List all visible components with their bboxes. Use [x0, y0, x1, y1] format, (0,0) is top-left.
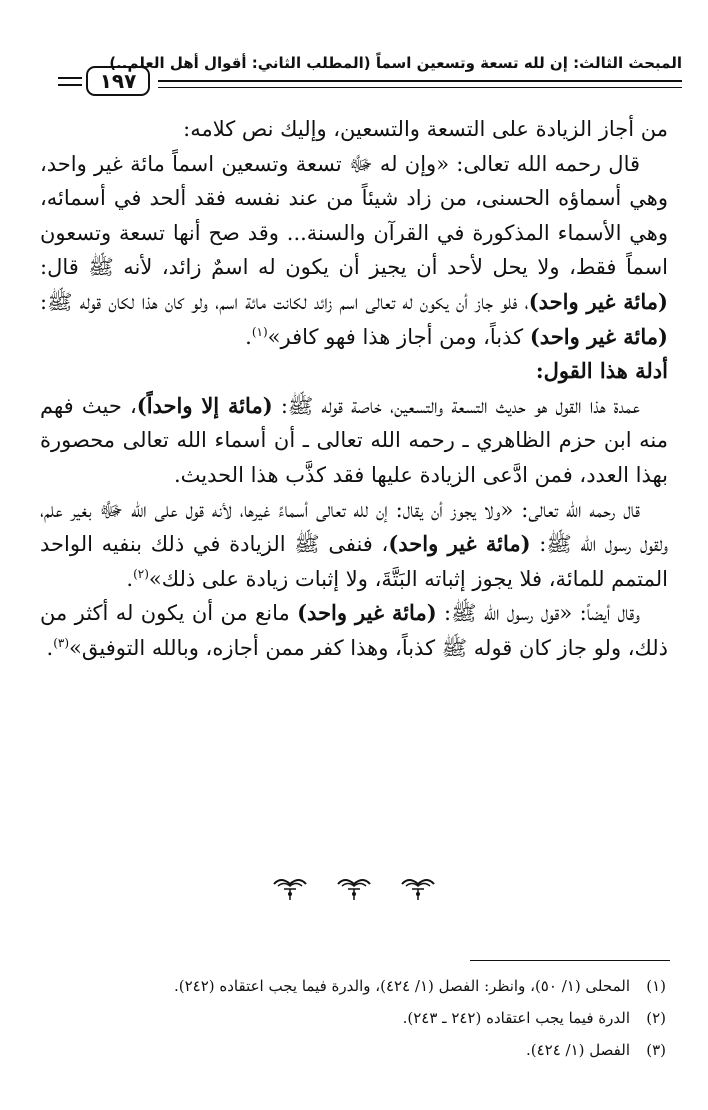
page-number: ١٩٧: [86, 66, 150, 96]
footnote-text: الدرة فيما يجب اعتقاده (٢٤٢ ـ ٢٤٣).: [402, 1009, 630, 1027]
header-rule-bottom: [158, 87, 682, 88]
footnote-text: الفصل (١/ ٤٢٤).: [525, 1041, 630, 1059]
hadith-phrase: (مائة غير واحد): [529, 323, 668, 349]
ornament-icon: [272, 874, 308, 902]
header-dash-bottom: [58, 84, 82, 86]
footnote-ref: (١): [251, 324, 268, 339]
main-text: [40, 112, 668, 666]
text-run: وقال أيضاً: «قول رسول الله ﷺ:: [436, 601, 641, 626]
footnote-item: [40, 1034, 666, 1066]
running-head: المبحث الثالث: إن لله تسعة وتسعين اسماً (المطلب الثاني: أقوال أهل العلم..): [109, 54, 682, 72]
hadith-phrase: (مائة غير واحد): [388, 531, 531, 557]
footnote-ref: (٢): [133, 566, 149, 581]
text-run: قال رحمه الله تعالى: «وإن له ﷻ تسعة وتسعين اسماً مائة غير واحد، وهي أسماؤه الحسنى، من زاد شيئاً من عند نفسه فقد ألحد في أسمائه، وهي الأسماء المذكورة في القرآن والسنة... وقد صح أنها تسعة وتسعون اسماً فقط، ولا يحل لأحد أن يجيز أن يكون له اسمٌ زائد، لأنه ﷺ قال:: [40, 151, 668, 280]
ornament-icon: [336, 874, 372, 902]
footnote-number: (١): [646, 977, 666, 995]
ornament-icon: [400, 874, 436, 902]
hadith-phrase: (مائة غير واحد): [297, 600, 437, 626]
footnote-text: المحلى (١/ ٥٠)، وانظر: الفصل (١/ ٤٢٤)، والدرة فيما يجب اعتقاده (٢٤٢).: [173, 977, 630, 995]
paragraph-evidence: [40, 389, 668, 493]
text-run: عمدة هذا القول هو حديث التسعة والتسعين، خاصة قوله ﷺ:: [272, 393, 640, 418]
footnote-item: [40, 1002, 666, 1034]
footnote-number: (٣): [646, 1041, 666, 1059]
header-rule-top: [158, 80, 682, 82]
footnote-item: [40, 970, 666, 1002]
text-run: .: [126, 566, 134, 591]
section-ornament: [0, 874, 708, 904]
section-heading: أدلة هذا القول:: [535, 358, 668, 384]
text-run: .: [46, 635, 54, 660]
hadith-phrase: (مائة غير واحد): [528, 288, 668, 314]
hadith-phrase: (مائة إلا واحداً): [136, 392, 273, 418]
paragraph-quote-3: [40, 596, 668, 665]
paragraph-quote-1: [40, 147, 668, 355]
text-run: مانع من أن يكون له أكثر من ذلك، ولو جاز كان قوله ﷺ كذباً، وهذا كفر ممن أجازه، وبالله التوفيق»: [40, 601, 668, 660]
text-run: قال رحمه الله تعالى: «ولا يجوز أن يقال: إن لله تعالى أسماءً غيرها، لأنه قول على الله ﷻ بغير علم، ولقول رسول الله ﷺ:: [40, 497, 668, 557]
text-run: ، فنفى ﷺ الزيادة في ذلك بنفيه الواحد المتمم للمائة، فلا يجوز إثباته البَتَّةَ، ولا إثبات زيادة على ذلك»: [40, 532, 668, 591]
footnote-ref: (٣): [53, 635, 70, 650]
text-run: ، حيث فهم منه ابن حزم الظاهري ـ رحمه الله تعالى ـ أن أسماء الله تعالى محصورة بهذا العدد، فمن ادَّعى الزيادة عليها فقد كذَّب هذا الحديث.: [40, 393, 668, 487]
footnotes: [40, 970, 666, 1066]
footnote-number: (٢): [646, 1009, 666, 1027]
text-run: .: [245, 324, 252, 349]
text-run: ، فلو جاز أن يكون له تعالى اسم زائد لكانت مائة اسم، ولو كان هذا لكان قوله ﷺ:: [40, 289, 529, 314]
paragraph-intro: من أجاز الزيادة على التسعة والتسعين، وإليك نص كلامه:: [183, 117, 668, 141]
footnote-separator: [470, 960, 670, 961]
text-run: كذباً، ومن أجاز هذا فهو كافر»: [267, 324, 530, 349]
header-dash-top: [58, 77, 82, 79]
paragraph-quote-2: [40, 493, 668, 597]
